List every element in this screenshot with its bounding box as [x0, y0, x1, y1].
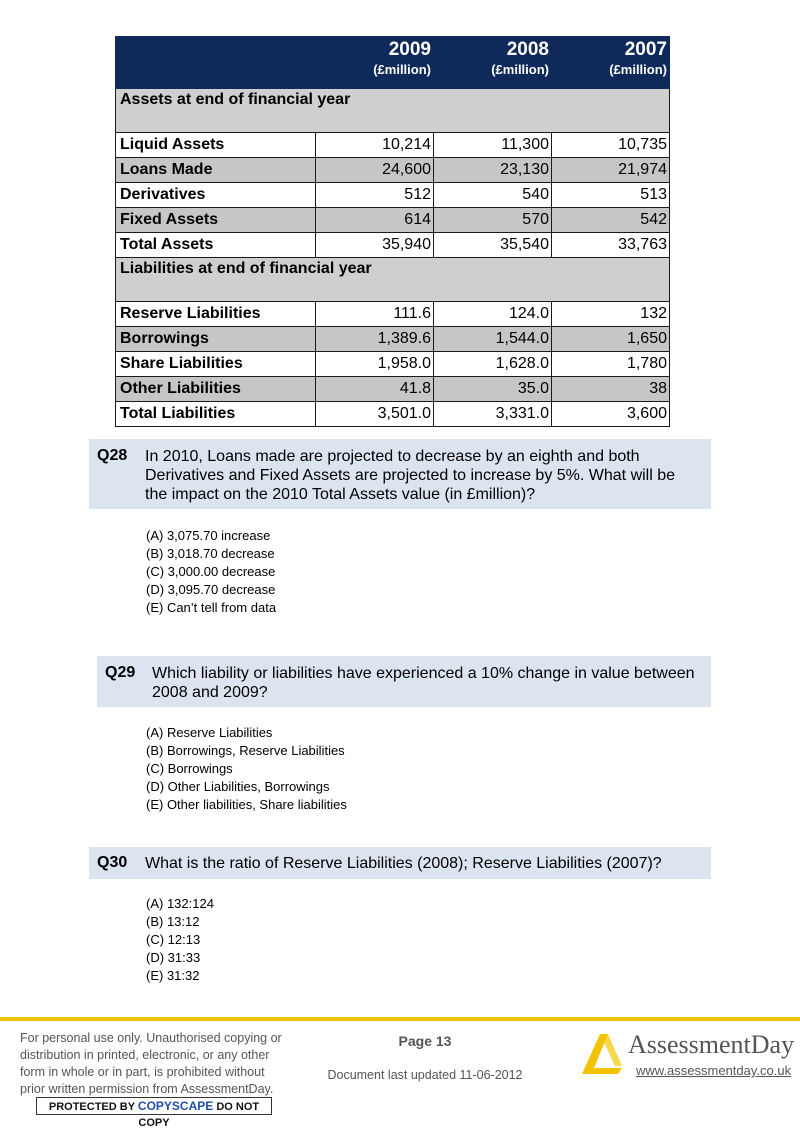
brand-name: AssessmentDay [628, 1030, 795, 1059]
header-unit: (£million) [491, 62, 549, 77]
copyright-notice: For personal use only. Unauthorised copying or distribution in printed, electronic, or any other form in whole or in part, is prohibited without prior written permission from AssessmentDay. [20, 1031, 282, 1096]
header-year: 2007 [624, 39, 667, 60]
section-label: Assets at end of financial year [116, 89, 670, 133]
cell-value: 1,650 [552, 327, 670, 352]
answer-option[interactable]: (E) 31:32 [146, 968, 200, 983]
footer-divider [0, 1017, 800, 1021]
cell-value: 1,780 [552, 352, 670, 377]
cell-value: 41.8 [316, 377, 434, 402]
answer-option[interactable]: (C) Borrowings [146, 761, 233, 776]
header-unit: (£million) [609, 62, 667, 77]
copyscape-suffix: DO NOT COPY [138, 1101, 260, 1129]
table-header-row [116, 37, 670, 89]
copyscape-brand: COPYSCAPE [137, 1099, 214, 1113]
header-year-col [434, 37, 552, 89]
copyscape-prefix: PROTECTED BY [48, 1101, 138, 1113]
assessmentday-logo-icon [578, 1030, 626, 1076]
row-label: Borrowings [116, 327, 316, 352]
header-year-col [552, 37, 670, 89]
answer-option[interactable]: (E) Can’t tell from data [146, 600, 277, 615]
row-label: Fixed Assets [116, 208, 316, 233]
page-number: Page 13 [398, 1033, 452, 1049]
financial-table [115, 36, 670, 427]
table-row [116, 327, 670, 352]
cell-value: 24,600 [316, 158, 434, 183]
cell-value: 10,735 [552, 133, 670, 158]
cell-value: 570 [434, 208, 552, 233]
header-year: 2009 [388, 39, 431, 60]
row-label: Other Liabilities [116, 377, 316, 402]
header-unit: (£million) [373, 62, 431, 77]
cell-value: 111.6 [316, 302, 434, 327]
table-row [116, 233, 670, 258]
cell-value: 614 [316, 208, 434, 233]
cell-value: 35.0 [434, 377, 552, 402]
row-label: Derivatives [116, 183, 316, 208]
answer-option[interactable]: (E) Other liabilities, Share liabilities [146, 797, 347, 812]
question-text: In 2010, Loans made are projected to decrease by an eighth and both Derivatives and Fixed Assets are projected to increase by 5%. What will be the impact on the 2010 Total Assets value (in £million)? [145, 448, 676, 503]
cell-value: 132 [552, 302, 670, 327]
answer-option[interactable]: (A) 3,075.70 increase [146, 528, 271, 543]
cell-value: 542 [552, 208, 670, 233]
question-number: Q30 [97, 854, 128, 871]
cell-value: 35,540 [434, 233, 552, 258]
cell-value: 1,389.6 [316, 327, 434, 352]
cell-value: 35,940 [316, 233, 434, 258]
cell-value: 3,501.0 [316, 402, 434, 427]
row-label: Reserve Liabilities [116, 302, 316, 327]
section-label: Liabilities at end of financial year [116, 258, 670, 302]
answer-option[interactable]: (B) 3,018.70 decrease [146, 546, 275, 561]
row-label: Share Liabilities [116, 352, 316, 377]
row-label: Total Liabilities [116, 402, 316, 427]
answer-option[interactable]: (A) 132:124 [146, 896, 214, 911]
header-blank [116, 37, 316, 89]
table-row [116, 158, 670, 183]
table-row [116, 208, 670, 233]
answer-option[interactable]: (C) 12:13 [146, 932, 201, 947]
cell-value: 38 [552, 377, 670, 402]
table-row [116, 183, 670, 208]
cell-value: 33,763 [552, 233, 670, 258]
table-row [116, 133, 670, 158]
table-row [116, 402, 670, 427]
cell-value: 23,130 [434, 158, 552, 183]
row-label: Liquid Assets [116, 133, 316, 158]
cell-value: 540 [434, 183, 552, 208]
question-number: Q28 [97, 447, 128, 464]
table-row [116, 258, 670, 302]
cell-value: 1,958.0 [316, 352, 434, 377]
answer-options-q29 [146, 724, 347, 814]
row-label: Loans Made [116, 158, 316, 183]
header-year-col [316, 37, 434, 89]
answer-option[interactable]: (D) Other Liabilities, Borrowings [146, 779, 330, 794]
question-text: What is the ratio of Reserve Liabilities (2008); Reserve Liabilities (2007)? [145, 855, 662, 872]
answer-option[interactable]: (D) 31:33 [146, 950, 201, 965]
table-row [116, 377, 670, 402]
cell-value: 1,628.0 [434, 352, 552, 377]
cell-value: 512 [316, 183, 434, 208]
question-number: Q29 [105, 664, 136, 681]
website-link[interactable]: www.assessmentday.co.uk [636, 1063, 792, 1078]
table-row [116, 352, 670, 377]
answer-option[interactable]: (B) Borrowings, Reserve Liabilities [146, 743, 345, 758]
cell-value: 513 [552, 183, 670, 208]
last-updated: Document last updated 11-06-2012 [327, 1068, 523, 1082]
cell-value: 21,974 [552, 158, 670, 183]
answer-option[interactable]: (D) 3,095.70 decrease [146, 582, 276, 597]
cell-value: 11,300 [434, 133, 552, 158]
row-label: Total Assets [116, 233, 316, 258]
answer-option[interactable]: (B) 13:12 [146, 914, 200, 929]
cell-value: 3,600 [552, 402, 670, 427]
cell-value: 124.0 [434, 302, 552, 327]
answer-options-q30 [146, 895, 214, 985]
cell-value: 10,214 [316, 133, 434, 158]
table-row [116, 302, 670, 327]
header-year: 2008 [506, 39, 549, 60]
copyscape-badge[interactable] [36, 1097, 272, 1129]
answer-option[interactable]: (A) Reserve Liabilities [146, 725, 273, 740]
cell-value: 1,544.0 [434, 327, 552, 352]
answer-option[interactable]: (C) 3,000.00 decrease [146, 564, 276, 579]
answer-options-q28 [146, 527, 276, 617]
question-text: Which liability or liabilities have experienced a 10% change in value between 2008 and 2009? [152, 665, 695, 701]
table-row [116, 89, 670, 133]
cell-value: 3,331.0 [434, 402, 552, 427]
